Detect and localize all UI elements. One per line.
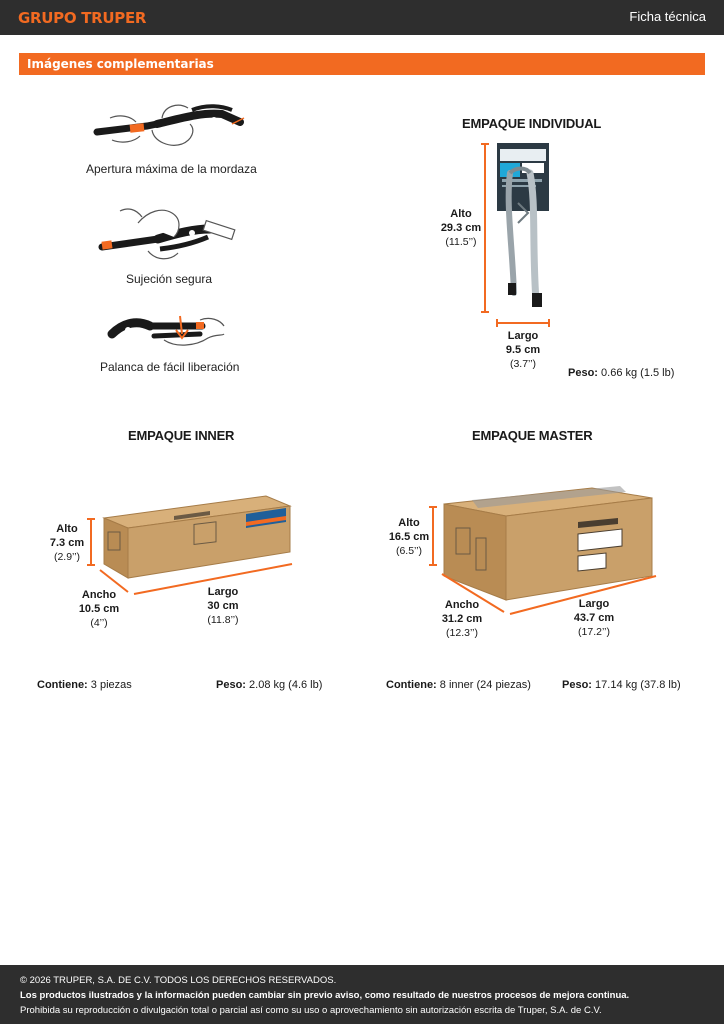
master-width-label: Ancho 31.2 cm (12.3’’) — [441, 599, 483, 639]
plier-release-lever-illustration — [104, 312, 228, 352]
document-type: Ficha técnica — [629, 9, 706, 24]
footer-legal: Prohibida su reproducción o divulgación total o parcial así como su uso o aprovechamiento sin autorización escrita de Truper, S.A. de C.V. — [20, 1005, 602, 1016]
feature-caption-release: Palanca de fácil liberación — [100, 360, 240, 374]
inner-package-title: EMPAQUE INNER — [128, 428, 235, 443]
feature-caption-grip: Sujeción segura — [126, 272, 213, 286]
master-contents: Contiene: 8 inner (24 piezas) — [386, 679, 531, 691]
footer — [0, 965, 724, 1024]
plier-jaw-open-illustration — [92, 100, 252, 152]
individual-weight: Peso: 0.66 kg (1.5 lb) — [568, 367, 675, 379]
inner-height-label: Alto 7.3 cm (2.9’’) — [49, 523, 85, 563]
master-height-label: Alto 16.5 cm (6.5’’) — [388, 517, 430, 557]
inner-width-label: Ancho 10.5 cm (4’’) — [78, 589, 120, 629]
header-bar — [0, 0, 724, 35]
footer-notice: Los productos ilustrados y la información pueden cambiar sin previo aviso, como resultado de nuestros procesos de mejora continua. — [20, 990, 630, 1001]
section-title: Imágenes complementarias — [27, 57, 214, 71]
brand-logo: GRUPO TRUPER — [18, 9, 147, 27]
individual-length-dimension-line — [496, 318, 550, 328]
section-header — [19, 53, 705, 75]
inner-length-label: Largo 30 cm (11.8’’) — [207, 586, 239, 626]
individual-height-label: Alto 29.3 cm (11.5’’) — [440, 208, 482, 248]
plier-grip-illustration — [98, 203, 238, 265]
blister-pack-illustration — [496, 143, 550, 313]
feature-caption-jaw: Apertura máxima de la mordaza — [86, 162, 257, 176]
footer-copyright: © 2026 TRUPER, S.A. DE C.V. TODOS LOS DERECHOS RESERVADOS. — [20, 975, 337, 986]
individual-length-label: Largo 9.5 cm (3.7’’) — [505, 330, 541, 370]
master-package-title: EMPAQUE MASTER — [472, 428, 593, 443]
inner-contents: Contiene: 3 piezas — [37, 679, 132, 691]
master-length-label: Largo 43.7 cm (17.2’’) — [573, 598, 615, 638]
individual-package-title: EMPAQUE INDIVIDUAL — [462, 116, 602, 131]
inner-weight: Peso: 2.08 kg (4.6 lb) — [216, 679, 323, 691]
master-weight: Peso: 17.14 kg (37.8 lb) — [562, 679, 681, 691]
